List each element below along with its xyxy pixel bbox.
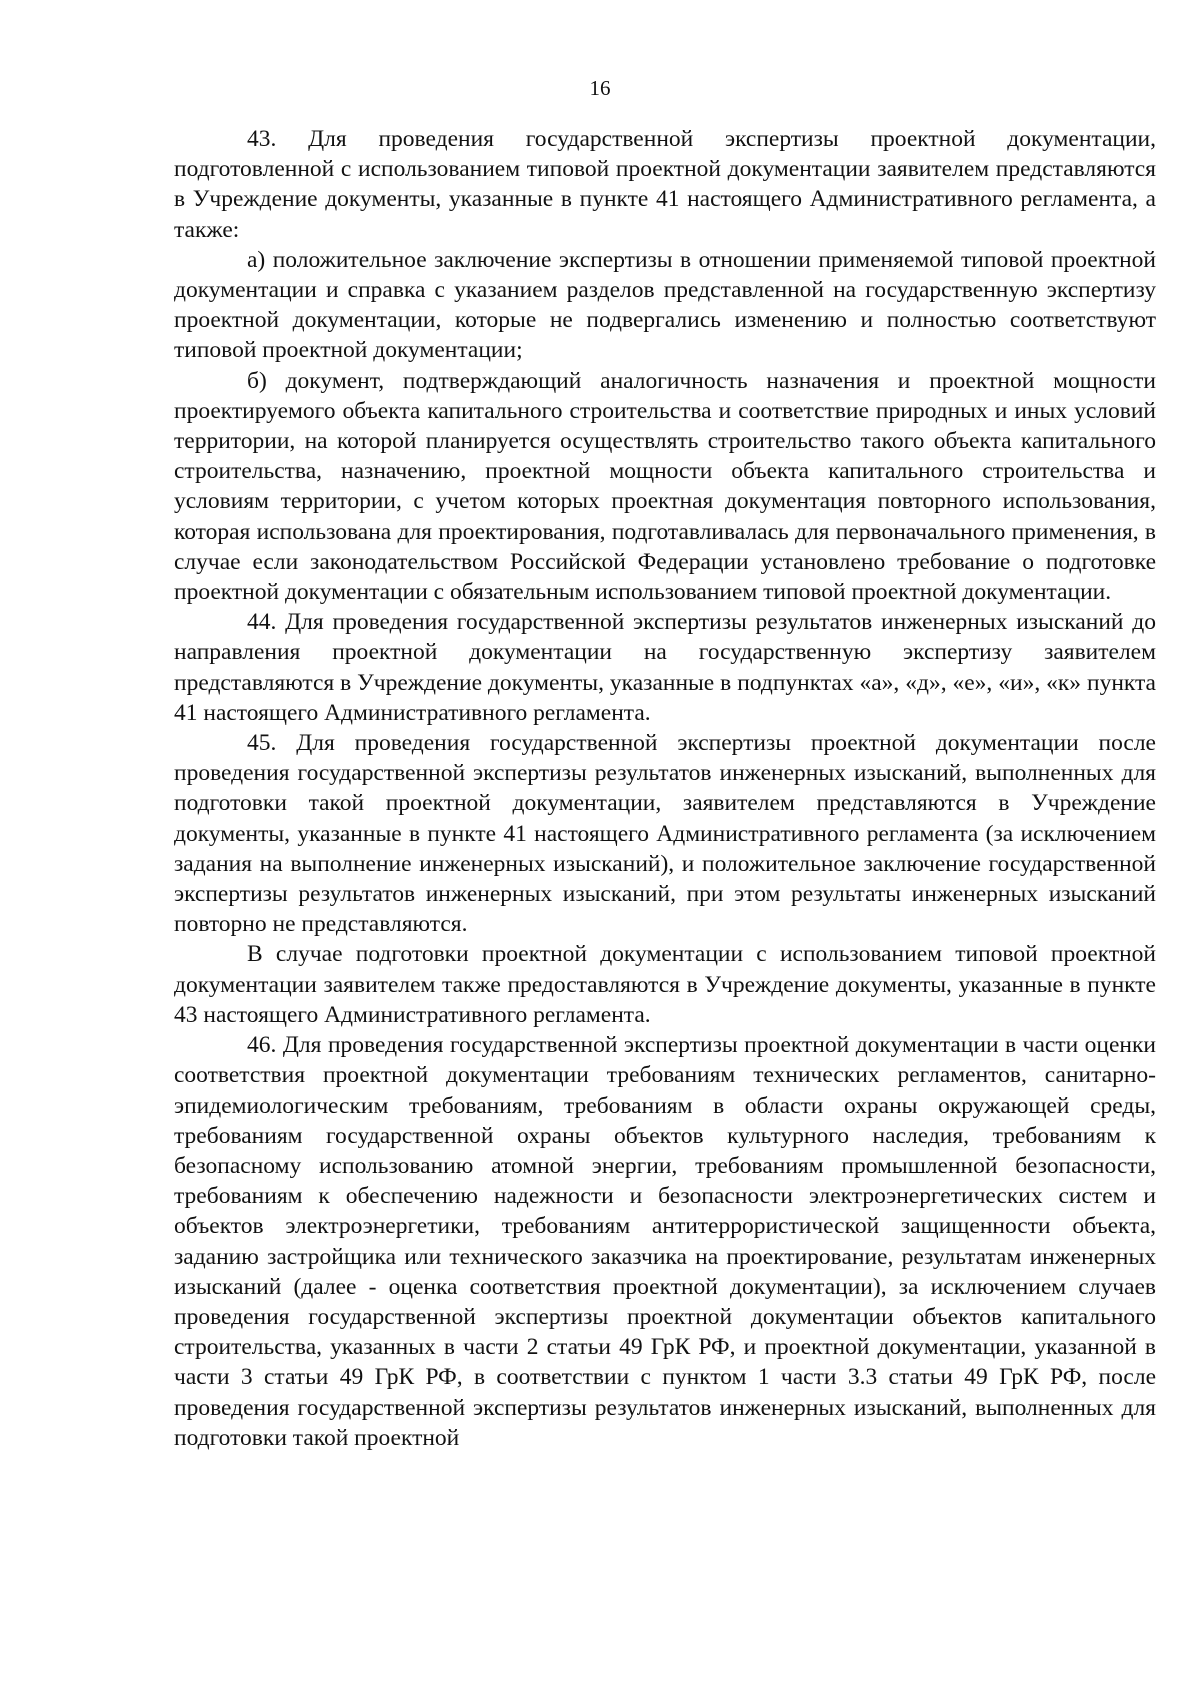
- paragraph-45: 45. Для проведения государственной экспертизы проектной документации после проведения государственной экспертизы результатов инженерных изысканий, выполненных для подготовки такой проектной документации, заявителем представляются в Учреждение документы, указанные в пункте 41 настоящего Административного регламента (за исключением задания на выполнение инженерных изысканий), и положительное заключение государственной экспертизы результатов инженерных изысканий, при этом результаты инженерных изысканий повторно не представляются.: [174, 730, 1156, 938]
- paragraph-43-b: б) документ, подтверждающий аналогичность назначения и проектной мощности проектируемого объекта капитального строительства и соответствие природных и иных условий территории, на которой планируется осуществлять строительство такого объекта капитального строительства, назначению, проектной мощности объекта капитального строительства и условиям территории, с учетом которых проектная документация повторного использования, которая использована для проектирования, подготавливалась для первоначального применения, в случае если законодательством Российской Федерации установлено требование о подготовке проектной документации с обязательным использованием типовой проектной документации.: [174, 367, 1156, 606]
- paragraph-44: 44. Для проведения государственной экспертизы результатов инженерных изысканий до направления проектной документации на государственную экспертизу заявителем представляются в Учреждение документы, указанные в подпунктах «а», «д», «е», «и», «к» пункта 41 настоящего Административного регламента.: [174, 609, 1156, 726]
- paragraph-43: 43. Для проведения государственной экспертизы проектной документации, подготовленной с использованием типовой проектной документации заявителем представляются в Учреждение документы, указанные в пункте 41 настоящего Административного регламента, а также:: [174, 126, 1156, 243]
- paragraph-46: 46. Для проведения государственной экспертизы проектной документации в части оценки соответствия проектной документации требованиям технических регламентов, санитарно-эпидемиологическим требованиям, требованиям в области охраны окружающей среды, требованиям государственной охраны объектов культурного наследия, требованиям к безопасному использованию атомной энергии, требованиям промышленной безопасности, требованиям к обеспечению надежности и безопасности электроэнергетических систем и объектов электроэнергетики, требованиям антитеррористической защищенности объекта, заданию застройщика или технического заказчика на проектирование, результатам инженерных изысканий (далее - оценка соответствия проектной документации), за исключением случаев проведения государственной экспертизы проектной документации объектов капитального строительства, указанных в части 2 статьи 49 ГрК РФ, и проектной документации, указанной в части 3 статьи 49 ГрК РФ, в соответствии с пунктом 1 части 3.3 статьи 49 ГрК РФ, после проведения государственной экспертизы результатов инженерных изысканий, выполненных для подготовки такой проектной: [174, 1032, 1156, 1451]
- document-body: [174, 124, 1156, 1453]
- paragraph-45-typical: В случае подготовки проектной документации с использованием типовой проектной документации заявителем также предоставляются в Учреждение документы, указанные в пункте 43 настоящего Административного регламента.: [174, 941, 1156, 1028]
- paragraph-43-a: а) положительное заключение экспертизы в отношении применяемой типовой проектной документации и справка с указанием разделов представленной на государственную экспертизу проектной документации, которые не подвергались изменению и полностью соответствуют типовой проектной документации;: [174, 246, 1156, 364]
- page-number: 16: [589, 76, 611, 100]
